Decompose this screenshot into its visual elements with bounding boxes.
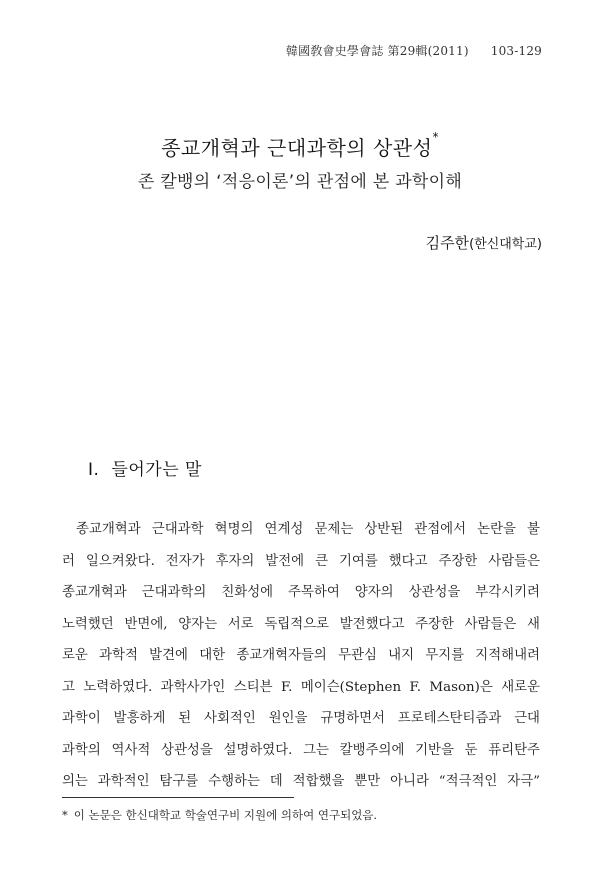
footnote-text: 이 논문은 한신대학교 학술연구비 지원에 의하여 연구되었음.: [73, 808, 378, 822]
author-name: 김주한: [425, 234, 470, 252]
article-title: [0, 132, 600, 161]
body-line: 종교개혁과 근대과학의 친화성에 주목하여 양자의 상관성을 부각시키려: [62, 585, 540, 600]
body-line: 로운 과학적 발견에 대한 종교개혁자들의 무관심 내지 무지를 지적해내려: [62, 648, 540, 663]
body-line: 노력했던 반면에, 양자는 서로 독립적으로 발전했다고 주장한 사람들은 새: [62, 616, 540, 632]
section-heading: [88, 455, 202, 480]
journal-volume: 第29輯(2011): [387, 44, 469, 58]
footnote-mark: *: [62, 808, 68, 822]
body-paragraph: [62, 514, 540, 798]
journal-header: [286, 42, 542, 59]
body-line: 러 일으켜왔다. 전자가 후자의 발전에 큰 기여를 했다고 주장한 사람들은: [62, 553, 540, 569]
journal-name: 韓國敎會史學會誌: [285, 44, 384, 58]
body-line: 과학이 발흥하게 된 사회적인 원인을 규명하면서 프로테스탄티즘과 근대: [62, 711, 540, 726]
body-line: 고 노력하였다. 과학사가인 스티븐 F. 메이슨(Stephen F. Mason)은 새로운: [62, 679, 540, 695]
author-affiliation: (한신대학교): [469, 237, 542, 252]
body-line: 과학의 역사적 상관성을 설명하였다. 그는 칼뱅주의에 기반을 둔 퓨리탄주: [62, 742, 540, 758]
section-title: 들어가는 말: [111, 460, 202, 480]
article-title-text: 종교개혁과 근대과학의 상관성: [161, 136, 433, 160]
article-subtitle: 존 칼뱅의 ‘적응이론’의 관점에 본 과학이해: [137, 172, 463, 192]
author-line: [426, 232, 542, 253]
footnote: [62, 807, 377, 823]
title-footnote-mark[interactable]: *: [432, 130, 439, 144]
footnote-divider: [62, 797, 294, 798]
title-block: [0, 132, 600, 192]
body-line: 종교개혁과 근대과학 혁명의 연계성 문제는 상반된 관점에서 논란을 불: [76, 522, 540, 537]
body-line: 의는 과학적인 탐구를 수행하는 데 적합했을 뿐만 아니라 “적극적인 자극”: [62, 774, 540, 789]
section-number: Ⅰ.: [88, 460, 100, 480]
page-range: 103-129: [490, 44, 542, 58]
